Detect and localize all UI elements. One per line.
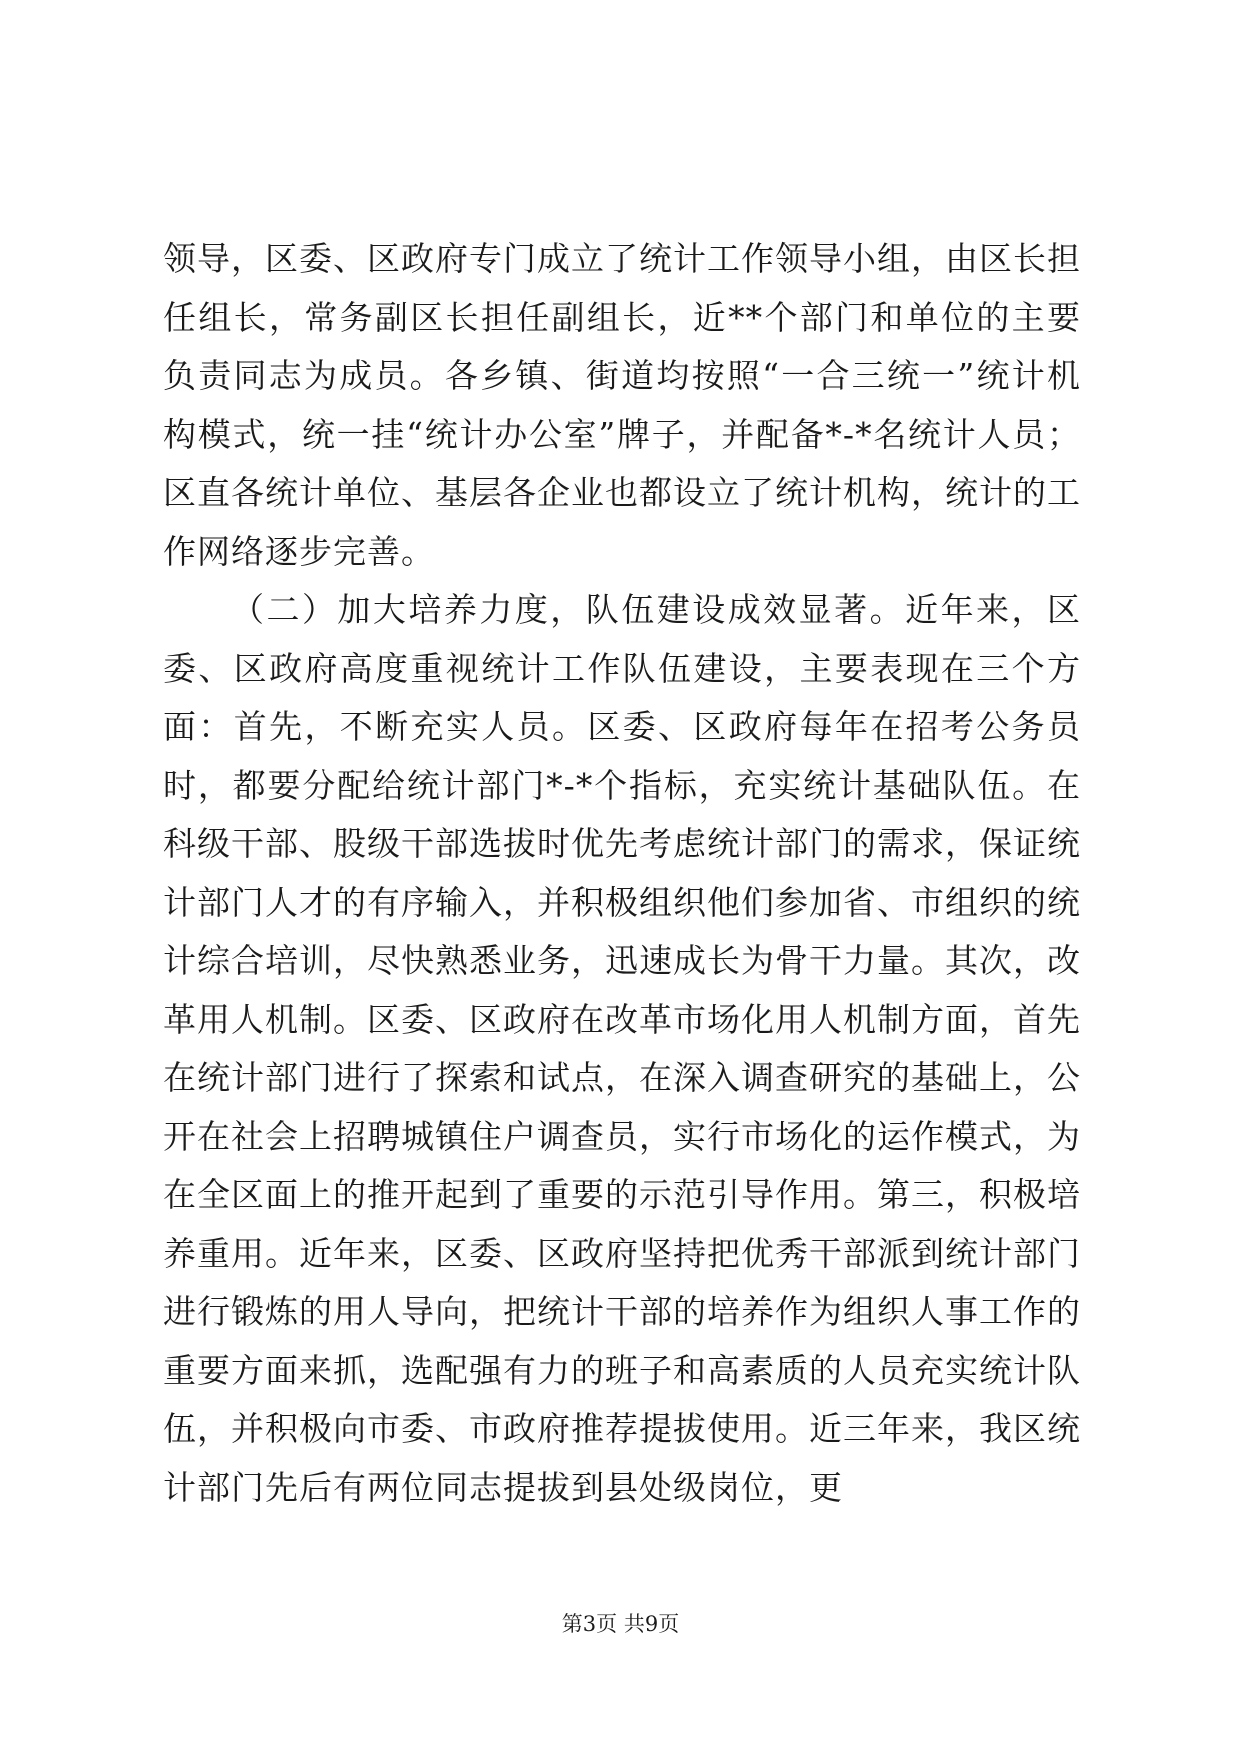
paragraph-section-two: （二）加大培养力度，队伍建设成效显著。近年来，区委、区政府高度重视统计工作队伍建设，主要表现在三个方面：首先，不断充实人员。区委、区政府每年在招考公务员时，都要分配给统计部门*-*个指标，充实统计基础队伍。在科级干部、股级干部选拔时优先考虑统计部门的需求，保证统计部门人才的有序输入，并积极组织他们参加省、市组织的统计综合培训，尽快熟悉业务，迅速成长为骨干力量。其次，改革用人机制。区委、区政府在改革市场化用人机制方面，首先在统计部门进行了探索和试点，在深入调查研究的基础上，公开在社会上招聘城镇住户调查员，实行市场化的运作模式，为在全区面上的推开起到了重要的示范引导作用。第三，积极培养重用。近年来，区委、区政府坚持把优秀干部派到统计部门进行锻炼的用人导向，把统计干部的培养作为组织人事工作的重要方面来抓，选配强有力的班子和高素质的人员充实统计队伍，并积极向市委、市政府推荐提拔使用。近三年来，我区统计部门先后有两位同志提拔到县处级岗位，更: [163, 590, 1081, 1507]
page-number-footer: 第3页 共9页: [561, 1612, 680, 1636]
document-body: [163, 230, 1081, 1517]
paragraph-continuation: 领导，区委、区政府专门成立了统计工作领导小组，由区长担任组长，常务副区长担任副组长，近**个部门和单位的主要负责同志为成员。各乡镇、街道均按照“一合三统一”统计机构模式，统一挂“统计办公室”牌子，并配备*-*名统计人员；区直各统计单位、基层各企业也都设立了统计机构，统计的工作网络逐步完善。: [163, 239, 1081, 571]
